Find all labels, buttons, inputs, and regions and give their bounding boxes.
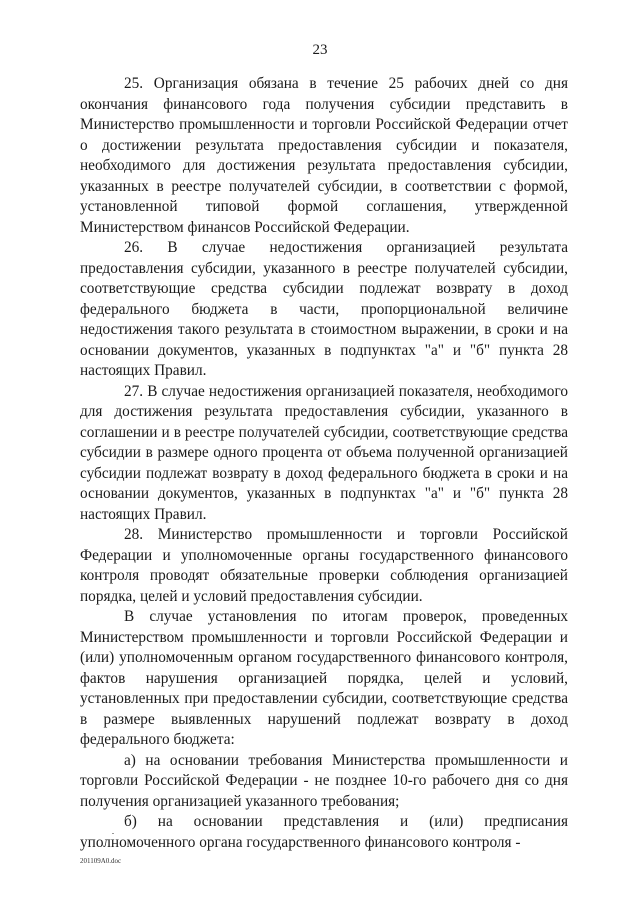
page-number: 23 [312, 42, 328, 58]
subparagraph-b: б) на основании представления и (или) предписания уполномоченного органа государственного финансового контроля - [80, 813, 568, 851]
paragraph-27: 27. В случае недостижения организацией показателя, необходимого для достижения результата предоставления субсидии, указанного в соглашении и в реестре получателей субсидии, соответствующие средства субсидии в размере одного процента от объема полученной организацией субсидии подлежат возврату в доход федерального бюджета в сроки и на основании документов, указанных в подпунктах "а" и "б" пункта 28 настоящих Правил. [80, 382, 568, 523]
document-body [80, 74, 568, 853]
paragraph-26: 26. В случае недостижения организацией результата предоставления субсидии, указанного в реестре получателей субсидии, соответствующие средства субсидии подлежат возврату в доход федерального бюджета в части, пропорциональной величине недостижения такого результата в стоимостном выражении, в сроки и на основании документов, указанных в подпунктах "а" и "б" пункта 28 настоящих Правил. [80, 239, 568, 379]
subparagraph-a: а) на основании требования Министерства промышленности и торговли Российской Федерации - не позднее 10-го рабочего дня со дня получения организацией указанного требования; [80, 751, 568, 810]
paragraph-25: 25. Организация обязана в течение 25 рабочих дней со дня окончания финансового года получения субсидии представить в Министерство промышленности и торговли Российской Федерации отчет о достижении результата предоставления субсидии и показателя, необходимого для достижения результата предоставления субсидии, указанных в реестре получателей субсидии, в соответствии с формой, установленной типовой формой соглашения, утвержденной Министерством финансов Российской Федерации. [80, 75, 568, 236]
paragraph-28: 28. Министерство промышленности и торговли Российской Федерации и уполномоченные органы государственного финансового контроля проводят обязательные проверки соблюдения организацией порядка, целей и условий предоставления субсидии. [80, 526, 568, 605]
paragraph-28-violations: В случае установления по итогам проверок, проведенных Министерством промышленности и торговли Российской Федерации и (или) уполномоченным органом государственного финансового контроля, фактов нарушения организацией порядка, целей и условий, установленных при предоставлении субсидии, соответствующие средства в размере выявленных нарушений подлежат возврату в доход федерального бюджета: [80, 608, 568, 748]
scan-mark [112, 833, 114, 834]
footer-filename: 201109A0.doc [80, 857, 122, 865]
